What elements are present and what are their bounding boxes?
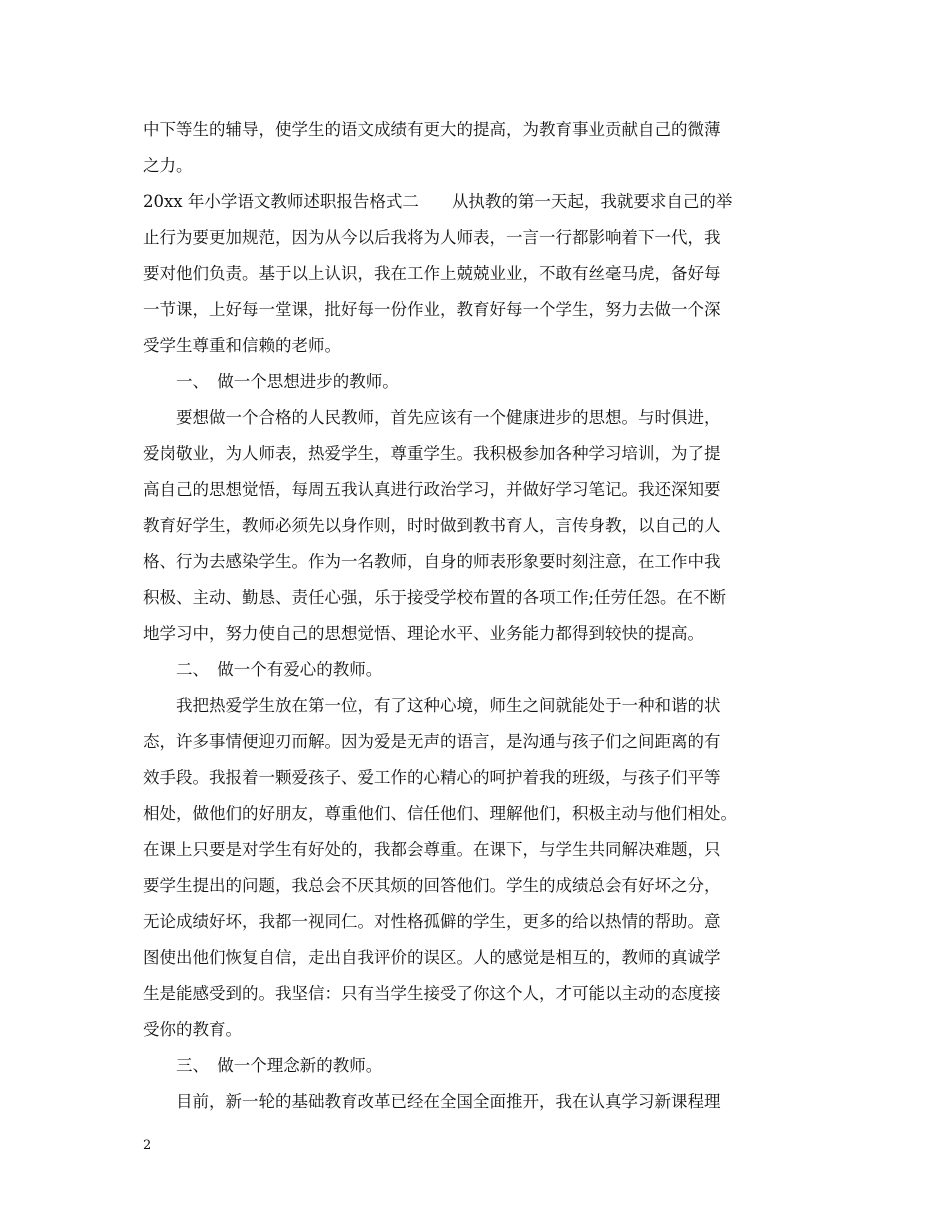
paragraph-line: 无论成绩好坏，我都一视同仁。对性格孤僻的学生，更多的给以热情的帮助。意	[143, 912, 721, 931]
paragraph-line: 一节课，上好每一堂课，批好每一份作业，教育好每一个学生，努力去做一个深	[143, 300, 721, 319]
subheading-two: 二、 做一个有爱心的教师。	[143, 660, 383, 679]
paragraph-line: 积极、主动、勤恳、责任心强，乐于接受学校布置的各项工作;任劳任怨。在不断	[143, 588, 727, 607]
subheading-three: 三、 做一个理念新的教师。	[143, 1056, 383, 1075]
paragraph-line: 要学生提出的问题，我总会不厌其烦的回答他们。学生的成绩总会有好坏之分，	[143, 876, 721, 895]
paragraph-line: 地学习中，努力使自己的思想觉悟、理论水平、业务能力都得到较快的提高。	[143, 624, 704, 643]
paragraph-line: 图使出他们恢复自信，走出自我评价的误区。人的感觉是相互的，教师的真诚学	[143, 948, 721, 967]
paragraph-line: 中下等生的辅导，使学生的语文成绩有更大的提高，为教育事业贡献自己的微薄	[143, 120, 721, 139]
paragraph-line: 止行为要更加规范，因为从今以后我将为人师表，一言一行都影响着下一代，我	[143, 228, 721, 247]
paragraph-line: 教育好学生，教师必须先以身作则，时时做到教书育人，言传身教，以自己的人	[143, 516, 721, 535]
paragraph-line: 要想做一个合格的人民教师，首先应该有一个健康进步的思想。与时俱进，	[143, 408, 721, 427]
paragraph-line: 格、行为去感染学生。作为一名教师，自身的师表形象要时刻注意，在工作中我	[143, 552, 721, 571]
subheading-one: 一、 做一个思想进步的教师。	[143, 372, 399, 391]
paragraph-line: 爱岗敬业，为人师表，热爱学生，尊重学生。我积极参加各种学习培训，为了提	[143, 444, 721, 463]
section-heading-line: 20xx 年小学语文教师述职报告格式二 从执教的第一天起，我就要求自己的举	[143, 192, 733, 211]
paragraph-line: 受学生尊重和信赖的老师。	[143, 336, 341, 355]
paragraph-line: 之力。	[143, 156, 193, 175]
paragraph-line: 态，许多事情便迎刃而解。因为爱是无声的语言，是沟通与孩子们之间距离的有	[143, 732, 721, 751]
paragraph-line: 目前，新一轮的基础教育改革已经在全国全面推开，我在认真学习新课程理	[143, 1092, 721, 1111]
paragraph-line: 效手段。我报着一颗爱孩子、爱工作的心精心的呵护着我的班级，与孩子们平等	[143, 768, 721, 787]
paragraph-line: 在课上只要是对学生有好处的，我都会尊重。在课下，与学生共同解决难题，只	[143, 840, 721, 859]
page-number: 2	[143, 1138, 152, 1153]
paragraph-line: 生是能感受到的。我坚信：只有当学生接受了你这个人，才可能以主动的态度接	[143, 984, 721, 1003]
paragraph-line: 我把热爱学生放在第一位，有了这种心境，师生之间就能处于一种和谐的状	[143, 696, 721, 715]
paragraph-line: 受你的教育。	[143, 1020, 242, 1039]
paragraph-line: 相处，做他们的好朋友，尊重他们、信任他们、理解他们，积极主动与他们相处。	[143, 804, 737, 823]
paragraph-line: 高自己的思想觉悟，每周五我认真进行政治学习，并做好学习笔记。我还深知要	[143, 480, 721, 499]
paragraph-line: 要对他们负责。基于以上认识，我在工作上兢兢业业，不敢有丝毫马虎，备好每	[143, 264, 721, 283]
